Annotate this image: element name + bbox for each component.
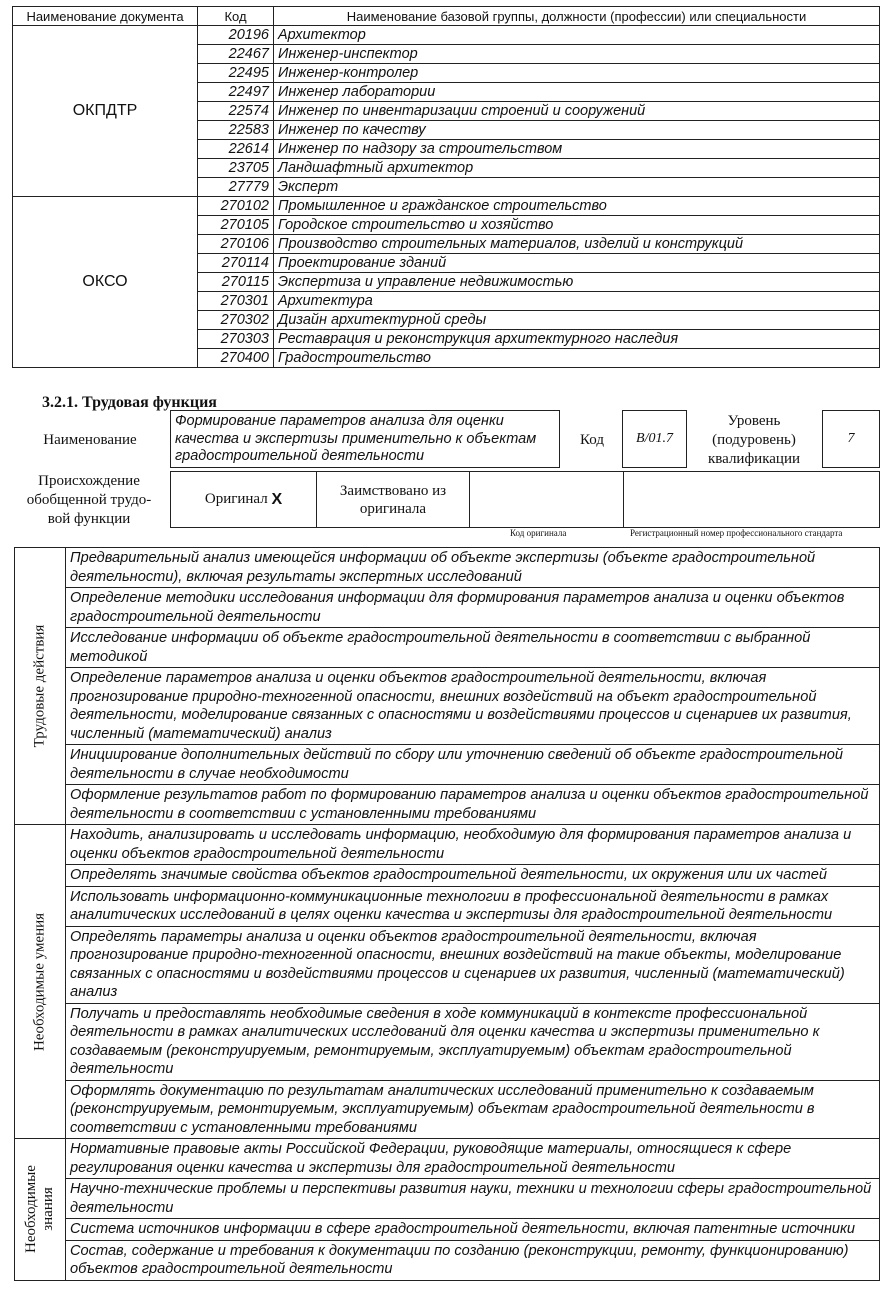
- level-label-line: Уровень: [727, 413, 781, 429]
- requirement-item: Получать и предоставлять необходимые сведения в ходе коммуникаций в контексте профессиональной деятельности в рамках аналитических исследований для оценки качества и экспертизы применительно к создаваемым (реконструируемым, ремонтируемым, эксплуатируемым) объектам градостроительной деятельности: [66, 1003, 880, 1080]
- table-row: [15, 1003, 880, 1080]
- occupation-code: 270301: [198, 292, 274, 311]
- code-original-caption: Код оригинала: [510, 528, 567, 538]
- code-label: Код: [580, 432, 604, 448]
- table-row: [15, 548, 880, 588]
- requirement-item: Определение методики исследования информации для формирования параметров анализа и оценки объектов градостроительной деятельности: [66, 588, 880, 628]
- original-label: Оригинал: [204, 491, 268, 507]
- table-row: [15, 926, 880, 1003]
- code-value: B/01.7: [622, 410, 687, 468]
- table-row: [15, 1240, 880, 1280]
- table-row: [15, 1080, 880, 1139]
- origin-label-line: вой функции: [47, 511, 131, 527]
- occupation-name: Инженер-контролер: [274, 64, 880, 83]
- requirement-item: Нормативные правовые акты Российской Федерации, руководящие материалы, относящиеся к сфере регулирования оценки качества и экспертизы для градостроительной деятельности: [66, 1139, 880, 1179]
- occupation-code: 22495: [198, 64, 274, 83]
- requirement-item: Состав, содержание и требования к документации по созданию (реконструкции, ремонту, функционированию) объектов градостроительной деятельности: [66, 1240, 880, 1280]
- occupation-name: Дизайн архитектурной среды: [274, 311, 880, 330]
- requirement-item: Оформлять документацию по результатам аналитических исследований применительно к создаваемым (реконструируемым, ремонтируемым, эксплуатируемым) объектам градостроительной деятельности в соответствии с установленными требованиями: [66, 1080, 880, 1139]
- table-row: [15, 745, 880, 785]
- occupation-name: Эксперт: [274, 178, 880, 197]
- occupation-name: Инженер по инвентаризации строений и сооружений: [274, 102, 880, 121]
- requirement-item: Определение параметров анализа и оценки объектов градостроительной деятельности, включая прогнозирование природно-техногенной опасности, внешних воздействий на объект градостроительной деятельности, моделирование связанных с опасностями и воздействиями процессов и сценариев их развития, численный (математический) анализ: [66, 668, 880, 745]
- requirement-item: Исследование информации об объекте градостроительной деятельности в соответствии с выбранной методикой: [66, 628, 880, 668]
- borrowed-cell: [317, 472, 470, 527]
- table-row: [15, 865, 880, 887]
- category-label-line: знания: [40, 1187, 56, 1232]
- function-name-value: Формирование параметров анализа для оценки качества и экспертизы применительно к объектам градостроительной деятельности: [175, 413, 537, 464]
- occupation-name: Архитектор: [274, 26, 880, 45]
- requirement-item: Оформление результатов работ по формированию параметров анализа и оценки объектов градостроительной деятельности в соответствии с установленными требованиями: [66, 785, 880, 825]
- occupation-code: 270302: [198, 311, 274, 330]
- table-row: [15, 825, 880, 865]
- occupation-name: Экспертиза и управление недвижимостью: [274, 273, 880, 292]
- codes-body: [13, 26, 880, 368]
- header-code: Код: [198, 7, 274, 26]
- occupation-code: 270106: [198, 235, 274, 254]
- table-row: [15, 886, 880, 926]
- function-name-box: [170, 410, 560, 468]
- requirement-item: Находить, анализировать и исследовать информацию, необходимую для формирования параметров анализа и оценки объектов градостроительной деятельности: [66, 825, 880, 865]
- borrowed-label-line: Заимствовано из: [339, 482, 447, 499]
- occupation-code: 20196: [198, 26, 274, 45]
- reg-number-caption: Регистрационный номер профессионального стандарта: [630, 528, 843, 538]
- requirement-item: Инициирование дополнительных действий по сбору или уточнению сведений об объекте градостроительной деятельности в случае необходимости: [66, 745, 880, 785]
- occupation-code: 270303: [198, 330, 274, 349]
- occupation-code: 22467: [198, 45, 274, 64]
- occupation-code: 270400: [198, 349, 274, 368]
- category-label: Необходимые умения: [31, 912, 48, 1051]
- occupation-code: 27779: [198, 178, 274, 197]
- code-original-cell: [470, 472, 624, 527]
- category-label: [23, 1165, 57, 1253]
- requirement-item: Система источников информации в сфере градостроительной деятельности, включая патентные источники: [66, 1219, 880, 1241]
- occupation-name: Инженер по надзору за строительством: [274, 140, 880, 159]
- table-row: [15, 1139, 880, 1179]
- classifier-name: ОКПДТР: [13, 26, 198, 197]
- occupation-code: 270105: [198, 216, 274, 235]
- original-cell: [171, 472, 317, 527]
- table-row: [15, 1219, 880, 1241]
- header-document-name: Наименование документа: [13, 7, 198, 26]
- occupation-code: 22614: [198, 140, 274, 159]
- category-cell: [15, 548, 66, 825]
- requirement-item: Предварительный анализ имеющейся информации об объекте экспертизы (объекте градостроительной деятельности), включая результаты экспертных исследований: [66, 548, 880, 588]
- original-mark: X: [271, 490, 283, 508]
- table-row: [15, 785, 880, 825]
- occupation-name: Инженер-инспектор: [274, 45, 880, 64]
- level-label-line: квалификации: [707, 451, 801, 467]
- origin-box: [170, 471, 880, 528]
- occupation-name: Городское строительство и хозяйство: [274, 216, 880, 235]
- requirement-item: Научно-технические проблемы и перспективы развития науки, техники и технологии сферы градостроительной деятельности: [66, 1179, 880, 1219]
- occupation-name: Градостроительство: [274, 349, 880, 368]
- occupation-name: Проектирование зданий: [274, 254, 880, 273]
- occupation-code: 270102: [198, 197, 274, 216]
- occupation-code: 270114: [198, 254, 274, 273]
- occupation-code: 22574: [198, 102, 274, 121]
- origin-label-line: Происхождение: [38, 473, 140, 489]
- requirements-table: [14, 547, 880, 1281]
- occupation-code: 23705: [198, 159, 274, 178]
- occupation-name: Ландшафтный архитектор: [274, 159, 880, 178]
- table-row: [15, 1179, 880, 1219]
- category-label: Трудовые действия: [31, 624, 48, 748]
- table-row: [15, 668, 880, 745]
- origin-label: [14, 472, 164, 529]
- borrowed-label-line: оригинала: [359, 500, 427, 517]
- table-row: [15, 588, 880, 628]
- header-group-name: Наименование базовой группы, должности (профессии) или специальности: [274, 7, 880, 26]
- occupation-code: 22497: [198, 83, 274, 102]
- table-row: [15, 628, 880, 668]
- level-label: [694, 412, 814, 469]
- codes-table: [12, 6, 880, 368]
- level-value: 7: [822, 410, 880, 468]
- category-cell: [15, 825, 66, 1139]
- section-heading: 3.2.1. Трудовая функция: [42, 394, 217, 411]
- requirement-item: Использовать информационно-коммуникационные технологии в профессиональной деятельности в рамках аналитических исследований в целях оценки качества и экспертизы для градостроительной деятельности: [66, 886, 880, 926]
- level-label-line: (подуровень): [712, 432, 796, 448]
- origin-label-line: обобщенной трудо-: [26, 492, 152, 508]
- codes-header-row: [13, 7, 880, 26]
- classifier-name: ОКСО: [13, 197, 198, 368]
- category-cell: [15, 1139, 66, 1281]
- category-label-line: Необходимые: [23, 1165, 39, 1254]
- occupation-code: 22583: [198, 121, 274, 140]
- occupation-name: Производство строительных материалов, изделий и конструкций: [274, 235, 880, 254]
- occupation-name: Промышленное и гражданское строительство: [274, 197, 880, 216]
- occupation-name: Инженер лаборатории: [274, 83, 880, 102]
- requirement-item: Определять значимые свойства объектов градостроительной деятельности, их окружения или их частей: [66, 865, 880, 887]
- occupation-name: Реставрация и реконструкция архитектурного наследия: [274, 330, 880, 349]
- occupation-name: Инженер по качеству: [274, 121, 880, 140]
- occupation-name: Архитектура: [274, 292, 880, 311]
- requirements-body: [15, 548, 880, 1281]
- table-row: [13, 197, 880, 216]
- requirement-item: Определять параметры анализа и оценки объектов градостроительной деятельности, включая прогнозирование природно-техногенной опасности, внешних воздействий на такие объекты, моделирование связанных с опасностями и воздействиями процессов и сценариев их развития, численный (математический) анализ: [66, 926, 880, 1003]
- table-row: [13, 26, 880, 45]
- name-label: Наименование: [43, 432, 137, 448]
- occupation-code: 270115: [198, 273, 274, 292]
